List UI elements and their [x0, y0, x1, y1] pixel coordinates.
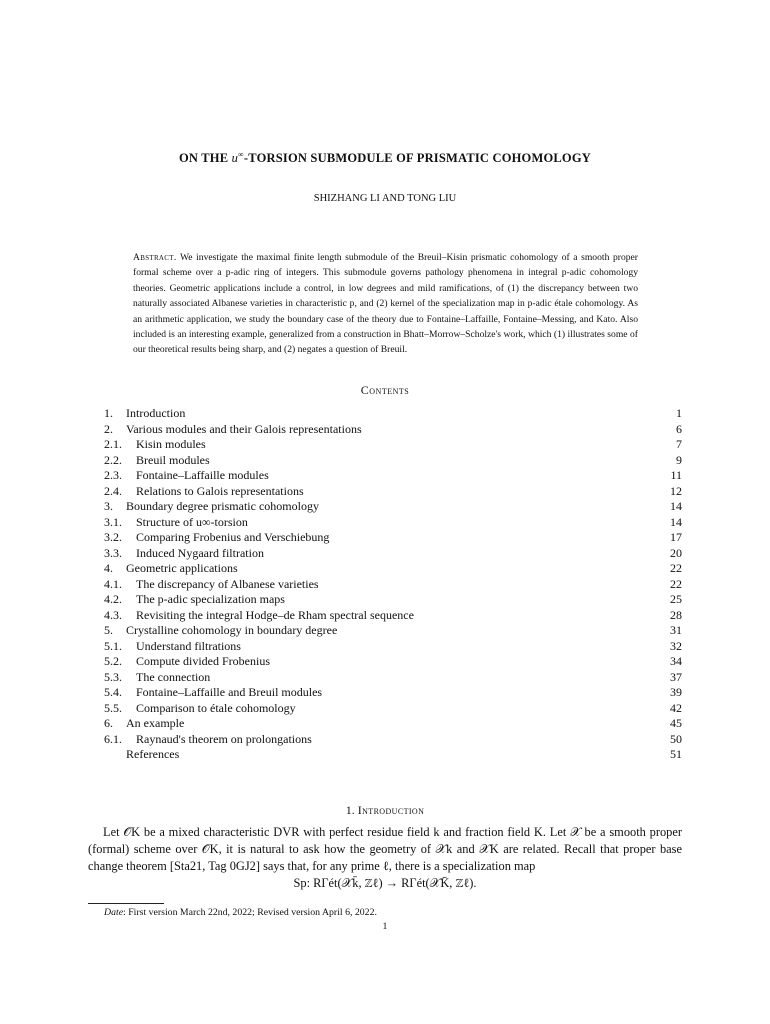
title-math-sup: ∞ — [238, 150, 244, 159]
toc-entry-label: Breuil modules — [136, 452, 210, 467]
toc-entry-label: Boundary degree prismatic cohomology — [126, 499, 319, 513]
footnote-label: Date — [104, 907, 124, 918]
toc-entry-page: 1 — [676, 406, 682, 420]
toc-entry-label: Geometric applications — [126, 561, 238, 575]
toc-entry-number: 5.3. — [104, 669, 122, 684]
abstract-text: We investigate the maximal finite length submodule of the Breuil–Kisin prismatic cohomology of a smooth proper formal scheme over a p-adic ring of integers. This submodule governs pathology phenomena in integral p-adic cohomology theories. Geometric applications include a control, in low degrees and mild ramifications, of (1) the discrepancy between two naturally associated Albanese varieties in characteristic p, and (2) kernel of the specialization map in p-adic étale cohomology. As an arithmetic application, we study the boundary case of the theory due to Fontaine–Laffaille, Fontaine–Messing, and Kato. Also included is an interesting example, generalized from a construction in Bhatt–Morrow–Scholze's work, which (1) illustrates some of our theoretical results being sharp, and (2) negates a question of Breuil. — [133, 252, 638, 356]
toc-entry-page: 32 — [670, 638, 682, 653]
toc-entry-number: 3.2. — [104, 530, 122, 544]
toc-entry-number: 4.3. — [104, 607, 122, 622]
abstract — [133, 250, 638, 358]
toc-entry-page: 39 — [670, 685, 682, 699]
toc-entry-number: 3.1. — [104, 514, 122, 529]
toc-entry[interactable] — [104, 468, 682, 484]
toc-entry[interactable] — [104, 716, 682, 732]
toc-entry[interactable] — [104, 515, 682, 531]
title-suffix: -TORSION SUBMODULE OF PRISMATIC COHOMOLOGY — [243, 151, 592, 166]
toc-entry-label: References — [126, 747, 180, 761]
title-prefix: ON THE — [178, 151, 232, 166]
toc-entry[interactable] — [104, 577, 682, 593]
toc-entry-page: 34 — [670, 654, 682, 668]
footnote — [104, 907, 664, 918]
toc-entry-number: 2.2. — [104, 452, 122, 467]
abstract-label: Abstract. — [133, 252, 177, 263]
toc-entry-number: 3. — [104, 499, 113, 513]
toc-entry-number: 5. — [104, 623, 113, 637]
toc-entry-number: 2. — [104, 421, 113, 436]
toc-entry-page: 20 — [670, 545, 682, 560]
toc-entry-label: Induced Nygaard filtration — [136, 545, 264, 560]
toc-entry-page: 14 — [670, 499, 682, 513]
toc-entry[interactable] — [104, 484, 682, 500]
toc-entry[interactable] — [104, 670, 682, 686]
toc-entry[interactable] — [104, 685, 682, 701]
toc-entry-label: Raynaud's theorem on prolongations — [136, 731, 312, 746]
toc-entry-page: 14 — [670, 514, 682, 529]
toc-entry-page: 31 — [670, 623, 682, 637]
toc-entry-label: Various modules and their Galois representations — [126, 421, 362, 436]
toc-entry-label: Compute divided Frobenius — [136, 654, 270, 668]
toc-entry[interactable] — [104, 608, 682, 624]
table-of-contents — [104, 406, 682, 763]
toc-entry[interactable] — [104, 499, 682, 515]
toc-entry-page: 22 — [670, 576, 682, 591]
toc-entry-page: 45 — [670, 716, 682, 730]
toc-entry-page: 50 — [670, 731, 682, 746]
toc-entry-label: Comparison to étale cohomology — [136, 700, 296, 715]
toc-entry-number: 5.4. — [104, 685, 122, 699]
toc-entry-page: 25 — [670, 592, 682, 606]
toc-entry[interactable] — [104, 422, 682, 438]
toc-entry-page: 37 — [670, 669, 682, 684]
toc-entry-number — [104, 747, 126, 763]
toc-entry-page: 11 — [670, 468, 682, 482]
toc-entry[interactable] — [104, 530, 682, 546]
toc-entry-number: 4.2. — [104, 592, 122, 606]
page-number: 1 — [382, 921, 388, 932]
toc-entry-number: 6. — [104, 716, 113, 730]
footnote-text: : First version March 22nd, 2022; Revised version April 6, 2022. — [123, 907, 377, 918]
toc-entry[interactable] — [104, 453, 682, 469]
toc-entry-label: Relations to Galois representations — [136, 483, 304, 498]
toc-entry-number: 5.2. — [104, 654, 122, 668]
toc-entry-page: 51 — [670, 747, 682, 761]
toc-entry-number: 6.1. — [104, 731, 122, 746]
section-heading — [0, 803, 770, 818]
toc-entry[interactable] — [104, 592, 682, 608]
toc-entry[interactable] — [104, 561, 682, 577]
toc-entry[interactable] — [104, 654, 682, 670]
toc-entry-label: Comparing Frobenius and Verschiebung — [136, 530, 330, 544]
toc-entry[interactable] — [104, 623, 682, 639]
toc-entry[interactable] — [104, 546, 682, 562]
toc-entry-label: Kisin modules — [136, 437, 206, 451]
toc-entry[interactable] — [104, 406, 682, 422]
footnote-rule — [88, 903, 164, 904]
toc-entry-number: 1. — [104, 406, 113, 420]
toc-entry-label: Crystalline cohomology in boundary degree — [126, 623, 338, 637]
intro-paragraph — [88, 824, 682, 875]
toc-entry-number: 2.4. — [104, 483, 122, 498]
toc-entry-page: 12 — [670, 483, 682, 498]
toc-entry[interactable] — [104, 747, 682, 763]
toc-entry-page: 28 — [670, 607, 682, 622]
toc-entry-number: 2.1. — [104, 437, 122, 451]
toc-entry-label: The connection — [136, 669, 211, 684]
toc-entry[interactable] — [104, 701, 682, 717]
intro-paragraph-text: Let 𝒪K be a mixed characteristic DVR with perfect residue field k and fraction field K. Let 𝒳 be a smooth proper (formal) scheme over 𝒪K, it is natural to ask how the geometry of 𝒳k and 𝒳K are related. Recall that proper base change theorem [Sta21, Tag 0GJ2] says that, for any prime ℓ, there is a specialization map — [88, 825, 682, 873]
toc-entry-label: Fontaine–Laffaille and Breuil modules — [136, 685, 323, 699]
toc-entry-page: 9 — [676, 452, 682, 467]
section-title: Introduction — [357, 803, 425, 817]
section-number: 1. — [345, 803, 355, 817]
toc-entry-page: 7 — [676, 437, 682, 451]
toc-entry-number: 2.3. — [104, 468, 122, 482]
toc-entry-number: 5.1. — [104, 638, 122, 653]
title-math-u: u — [231, 151, 239, 166]
toc-entry-label: Introduction — [126, 406, 186, 420]
toc-entry-label: Revisiting the integral Hodge–de Rham spectral sequence — [136, 607, 414, 622]
toc-entry-label: An example — [126, 716, 185, 730]
toc-entry[interactable] — [104, 639, 682, 655]
contents-heading: Contents — [360, 383, 410, 397]
toc-entry[interactable] — [104, 437, 682, 453]
paper-title — [0, 150, 770, 166]
toc-entry-label: The discrepancy of Albanese varieties — [136, 576, 319, 591]
toc-entry-page: 6 — [676, 421, 682, 436]
toc-entry-label: Structure of u∞-torsion — [136, 514, 248, 529]
toc-entry-page: 17 — [670, 530, 682, 544]
toc-entry-number: 4.1. — [104, 576, 122, 591]
toc-entry-number: 3.3. — [104, 545, 122, 560]
toc-entry-number: 4. — [104, 561, 113, 575]
authors: SHIZHANG LI AND TONG LIU — [313, 193, 457, 204]
toc-entry-page: 22 — [670, 561, 682, 575]
toc-entry[interactable] — [104, 732, 682, 748]
toc-entry-page: 42 — [670, 700, 682, 715]
toc-entry-label: Understand filtrations — [136, 638, 241, 653]
toc-entry-label: Fontaine–Laffaille modules — [136, 468, 269, 482]
display-equation: Sp: RΓét(𝒳k̄, ℤℓ) → RΓét(𝒳K̄, ℤℓ). — [293, 876, 477, 890]
toc-entry-number: 5.5. — [104, 700, 122, 715]
toc-entry-label: The p-adic specialization maps — [136, 592, 285, 606]
